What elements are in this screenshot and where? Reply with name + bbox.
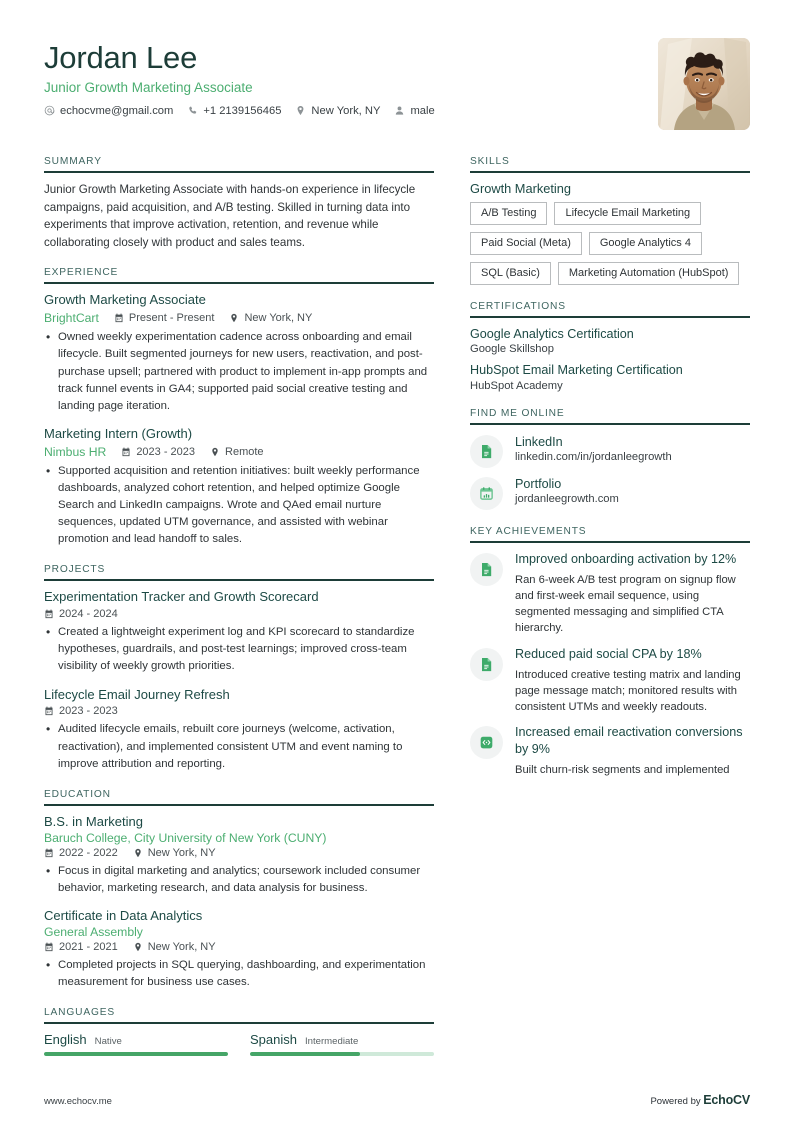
contact-email[interactable] (44, 105, 173, 117)
online-text (515, 433, 672, 463)
file-doc-icon (470, 553, 503, 586)
language-item (44, 1032, 228, 1056)
contact-email-text: echocvme@gmail.com (60, 104, 174, 117)
section-title-achievements: KEY ACHIEVEMENTS (470, 525, 587, 537)
section-rule (44, 1022, 434, 1024)
achievement-title: Reduced paid social CPA by 18% (515, 646, 702, 661)
project-entry (44, 687, 434, 773)
achievement-description: Built churn-risk segments and implemented (515, 764, 730, 777)
online-url: linkedin.com/in/jordanleegrowth (515, 451, 672, 464)
location-pin-icon (133, 848, 143, 858)
section-title-projects: PROJECTS (44, 564, 106, 576)
section-rule (44, 171, 434, 173)
section-title-summary: SUMMARY (44, 156, 102, 167)
skill-chip: SQL (Basic) (470, 262, 551, 285)
online-label: Portfolio (515, 476, 562, 491)
contact-gender (394, 105, 434, 117)
right-column (470, 156, 750, 795)
language-progress-bar (44, 1052, 228, 1056)
language-item (250, 1032, 434, 1056)
entry-meta (44, 941, 434, 953)
certification-issuer: Google Skillshop (470, 343, 554, 356)
summary-text: Junior Growth Marketing Associate with hands-on experience in lifecycle campaigns, paid acquisition, and A/B testing. Skilled in turning data into experiments that improve activation, retention, and revenue while collaborating closely with product and sales teams. (44, 183, 416, 249)
project-entry (44, 589, 434, 675)
entry-location (133, 941, 216, 953)
section-rule (470, 541, 750, 543)
entry-dates-text: 2021 - 2021 (59, 940, 118, 953)
section-experience (44, 267, 434, 548)
language-progress-fill (44, 1052, 228, 1056)
left-column (44, 156, 434, 1072)
location-pin-icon (133, 942, 143, 952)
language-progress-fill (250, 1052, 360, 1056)
experience-entry (44, 292, 434, 414)
phone-icon (187, 105, 198, 116)
section-rule (470, 316, 750, 318)
contact-gender-text: male (410, 104, 435, 117)
skill-chip: Paid Social (Meta) (470, 232, 582, 255)
entry-dates (114, 312, 215, 324)
bullet: • Owned weekly experimentation cadence across onboarding and email lifecycle. Built segmented journeys for new users, reactivation, and post-purchase upsell; partnered with product to implement in-app prompts and track funnel events in GA4; supported paid social creative testing and landing page iteration. (44, 329, 434, 415)
entry-bullets (44, 624, 434, 675)
entry-title: Lifecycle Email Journey Refresh (44, 686, 230, 702)
avatar-image (658, 38, 750, 130)
file-doc-icon (470, 435, 503, 468)
entry-title: B.S. in Marketing (44, 813, 143, 829)
section-rule (44, 282, 434, 284)
skill-chip-list (470, 202, 750, 285)
calendar-icon (44, 942, 54, 952)
location-pin-icon (210, 447, 220, 457)
entry-meta (44, 847, 434, 859)
section-rule (470, 423, 750, 425)
section-projects (44, 564, 434, 772)
bullet: • Focus in digital marketing and analytics; coursework included consumer behavior, marketing research, and data analysis for business. (44, 863, 434, 897)
experience-entry (44, 426, 434, 548)
entry-title: Certificate in Data Analytics (44, 907, 203, 923)
footer-powered-by-label: Powered by (650, 1096, 704, 1107)
section-achievements (470, 526, 750, 779)
achievement-description: Ran 6-week A/B test program on signup flow and first-week email sequence, using segmented messaging and simplified CTA hierarchy. (515, 573, 736, 635)
entry-title: Experimentation Tracker and Growth Scorecard (44, 589, 319, 605)
section-skills (470, 156, 750, 285)
achievement-title: Increased email reactivation conversions by 9% (515, 725, 743, 757)
entry-meta (44, 311, 434, 325)
entry-dates-text: Present - Present (128, 312, 215, 325)
resume-body (44, 156, 750, 1072)
certification-issuer: HubSpot Academy (470, 379, 563, 392)
entry-location (229, 312, 312, 324)
bullet: • Audited lifecycle emails, rebuilt core journeys (welcome, activation, reactivation), and implemented consistent UTM and event naming to improve attribution and reporting. (44, 721, 434, 772)
section-rule (470, 171, 750, 173)
entry-dates (44, 705, 118, 717)
certification-name: Google Analytics Certification (470, 327, 634, 341)
section-title-experience: EXPERIENCE (44, 267, 119, 279)
location-pin-icon (229, 313, 239, 323)
at-icon (44, 105, 55, 116)
entry-title: Marketing Intern (Growth) (44, 425, 193, 441)
entry-dates-text: 2023 - 2023 (59, 705, 118, 718)
entry-dates (44, 941, 118, 953)
calendar-icon (44, 848, 54, 858)
online-item-portfolio[interactable] (470, 475, 750, 510)
skill-chip: Marketing Automation (HubSpot) (558, 262, 740, 285)
online-url: jordanleegrowth.com (515, 493, 619, 506)
certification-item (470, 326, 750, 355)
section-rule (44, 804, 434, 806)
entry-meta (44, 445, 434, 459)
entry-org: BrightCart (44, 311, 99, 326)
calendar-chart-icon (470, 477, 503, 510)
section-education (44, 789, 434, 991)
calendar-icon (121, 447, 131, 457)
language-name: English (44, 1031, 87, 1047)
language-head (250, 1032, 434, 1047)
header-identity (44, 38, 435, 117)
contact-phone[interactable] (187, 105, 281, 117)
entry-dates (44, 847, 118, 859)
section-rule (44, 579, 434, 581)
language-level: Native (94, 1035, 122, 1047)
entry-location-text: New York, NY (147, 940, 216, 953)
location-pin-icon (295, 105, 306, 116)
entry-location-text: Remote (225, 445, 264, 458)
section-title-languages: LANGUAGES (44, 1006, 116, 1018)
education-entry (44, 814, 434, 897)
page-footer (44, 1093, 750, 1107)
section-title-online: FIND ME ONLINE (470, 407, 565, 419)
entry-dates-text: 2024 - 2024 (59, 608, 118, 621)
entry-org: Baruch College, City University of New York (CUNY) (44, 830, 327, 845)
section-languages (44, 1007, 434, 1056)
language-name: Spanish (250, 1031, 297, 1047)
bullet: • Created a lightweight experiment log and KPI scorecard to standardize hypotheses, guardrails, and post-test learnings; improved cross-team visibility of weekly growth priorities. (44, 624, 434, 675)
achievement-description: Introduced creative testing matrix and landing page message match; monitored results with consistent UTMs and weekly readouts. (515, 668, 741, 714)
page-title: Jordan Lee (44, 40, 198, 75)
achievement-body (515, 646, 750, 716)
file-doc-icon (470, 648, 503, 681)
entry-bullets (44, 329, 434, 415)
education-entry (44, 908, 434, 991)
entry-location (210, 446, 264, 458)
section-online (470, 408, 750, 510)
section-title-certifications: CERTIFICATIONS (470, 301, 566, 312)
achievement-item (470, 646, 750, 716)
calendar-icon (44, 706, 54, 716)
contact-location (295, 105, 380, 117)
entry-dates (44, 608, 118, 620)
online-label: LinkedIn (515, 434, 563, 449)
resume-header (44, 38, 750, 142)
bullet: • Supported acquisition and retention initiatives: built weekly performance dashboards, analyzed cohort retention, and helped optimize Google Search and LinkedIn campaigns. Wrote and QAed email nurture sequences, updated UTM governance, and assisted with webinar promotion and lead handoff to sales. (44, 463, 434, 549)
entry-bullets (44, 863, 434, 897)
entry-dates-text: 2023 - 2023 (136, 445, 196, 458)
achievement-title: Improved onboarding activation by 12% (515, 551, 737, 566)
section-summary (44, 156, 434, 251)
achievement-item (470, 724, 750, 778)
job-title: Junior Growth Marketing Associate (44, 79, 253, 95)
skill-chip: A/B Testing (470, 202, 547, 225)
entry-location-text: New York, NY (147, 846, 216, 859)
entry-bullets (44, 463, 434, 549)
calendar-icon (114, 313, 124, 323)
language-head (44, 1032, 228, 1047)
entry-bullets (44, 957, 434, 991)
entry-dates (121, 446, 195, 458)
language-progress-bar (250, 1052, 434, 1056)
achievement-body (515, 724, 750, 778)
contact-phone-text: +1 2139156465 (203, 104, 282, 117)
certification-name: HubSpot Email Marketing Certification (470, 363, 683, 378)
online-item-linkedin[interactable] (470, 433, 750, 468)
entry-org: Nimbus HR (44, 444, 107, 459)
entry-bullets (44, 721, 434, 772)
entry-dates-text: 2022 - 2022 (59, 846, 118, 859)
contact-location-text: New York, NY (311, 104, 381, 117)
entry-location-text: New York, NY (244, 312, 313, 325)
achievement-item (470, 551, 750, 637)
footer-brand-name: EchoCV (703, 1093, 750, 1107)
section-certifications (470, 301, 750, 392)
entry-meta (44, 608, 434, 620)
certification-item (470, 362, 750, 391)
language-list (44, 1032, 434, 1056)
achievement-body (515, 551, 750, 637)
contact-row (44, 105, 435, 117)
skill-group-name: Growth Marketing (470, 181, 571, 196)
entry-title: Growth Marketing Associate (44, 292, 206, 308)
entry-location (133, 847, 216, 859)
section-title-skills: SKILLS (470, 156, 510, 167)
section-title-education: EDUCATION (44, 788, 111, 800)
online-text (515, 475, 619, 505)
skill-chip: Lifecycle Email Marketing (554, 202, 701, 225)
language-level: Intermediate (304, 1035, 359, 1047)
footer-site: www.echocv.me (44, 1096, 112, 1107)
code-icon (470, 726, 503, 759)
calendar-icon (44, 609, 54, 619)
entry-org: General Assembly (44, 924, 143, 939)
entry-meta (44, 705, 434, 717)
avatar (658, 38, 750, 130)
footer-brand (650, 1093, 750, 1107)
bullet: • Completed projects in SQL querying, dashboarding, and experimentation measurement for business use cases. (44, 957, 434, 991)
person-icon (394, 105, 405, 116)
skill-chip: Google Analytics 4 (589, 232, 702, 255)
